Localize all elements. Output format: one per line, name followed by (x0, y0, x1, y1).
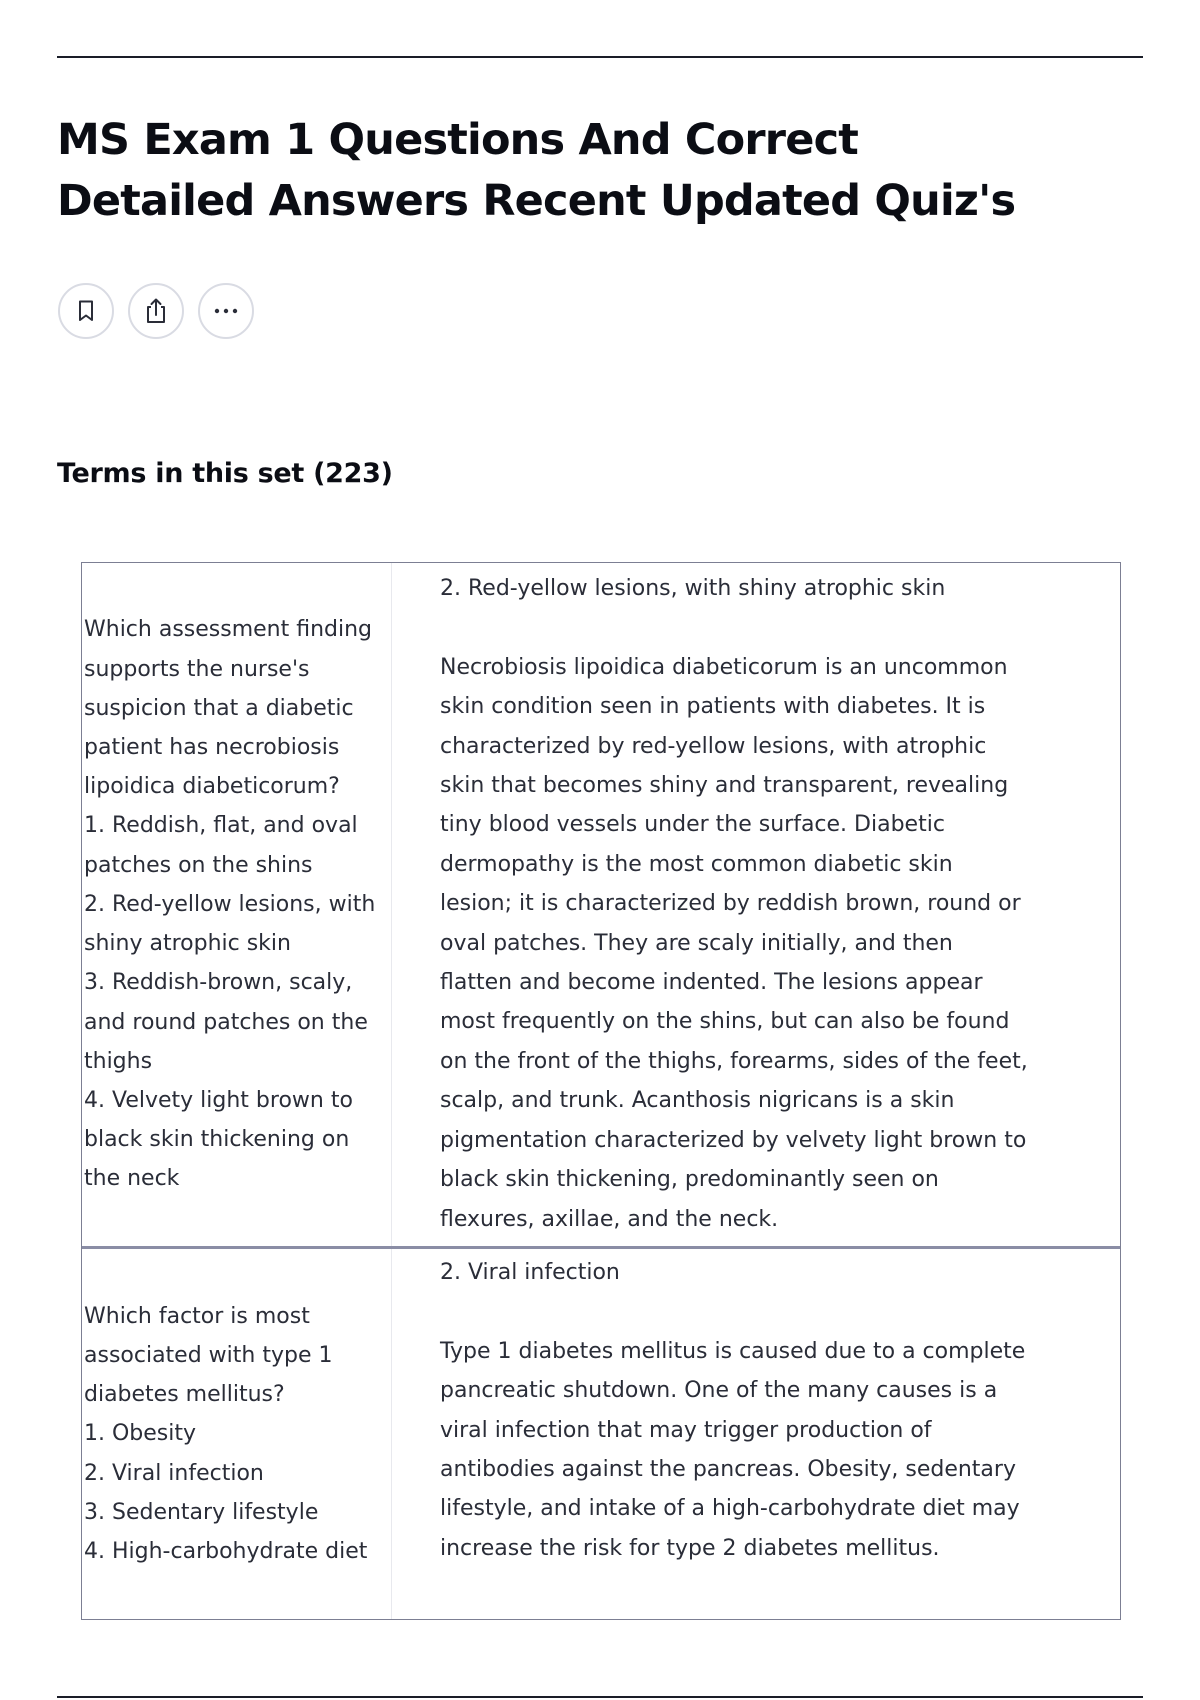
bookmark-icon (75, 299, 97, 323)
bookmark-button[interactable] (58, 283, 114, 339)
term-row (82, 1246, 1120, 1619)
terms-table (81, 562, 1121, 1620)
terms-heading: Terms in this set (223) (57, 458, 393, 489)
bottom-divider (57, 1696, 1143, 1698)
definition-cell (392, 1249, 1120, 1619)
definition-cell (392, 563, 1120, 1246)
share-icon (143, 297, 169, 325)
term-cell (82, 1249, 392, 1619)
share-button[interactable] (128, 283, 184, 339)
definition-text: 2. Viral infection Type 1 diabetes mellitus is caused due to a complete pancreatic shutdown. One of the many causes is a viral infection that may trigger production of antibodies against the pancreas. Obesity, sedentary lifestyle, and intake of a high-carbohydrate diet may increase the risk for type 2 diabetes mellitus. (440, 1260, 1026, 1561)
definition-text: 2. Red-yellow lesions, with shiny atrophic skin Necrobiosis lipoidica diabeticorum is an uncommon skin condition seen in patients with diabetes. It is characterized by red-yellow lesions, with atrophic skin that becomes shiny and transparent, revealing tiny blood vessels under the surface. Diabetic dermopathy is the most common diabetic skin lesion; it is characterized by reddish brown, round or oval patches. They are scaly initially, and then flatten and become indented. The lesions appear most frequently on the shins, but can also be found on the front of the thighs, forearms, sides of the feet, scalp, and trunk. Acanthosis nigricans is a skin pigmentation characterized by velvety light brown to black skin thickening, predominantly seen on flexures, axillae, and the neck. (440, 576, 1028, 1232)
term-text: Which assessment finding supports the nurse's suspicion that a diabetic patient has necrobiosis lipoidica diabeticorum? 1. Reddish, flat, and oval patches on the shins 2. Red-yellow lesions, with shiny atrophic skin 3. Reddish-brown, scaly, and round patches on the thighs 4. Velvety light brown to black skin thickening on the neck (84, 617, 376, 1192)
term-text: Which factor is most associated with type 1 diabetes mellitus? 1. Obesity 2. Viral infection 3. Sedentary lifestyle 4. High-carbohydrate diet (84, 1303, 368, 1564)
top-divider (57, 56, 1143, 58)
more-options-button[interactable] (198, 283, 254, 339)
term-row (82, 563, 1120, 1246)
more-icon (212, 307, 240, 315)
page-title: MS Exam 1 Questions And Correct Detailed Answers Recent Updated Quiz's (57, 115, 1016, 226)
action-bar (58, 283, 254, 339)
term-cell (82, 563, 392, 1246)
